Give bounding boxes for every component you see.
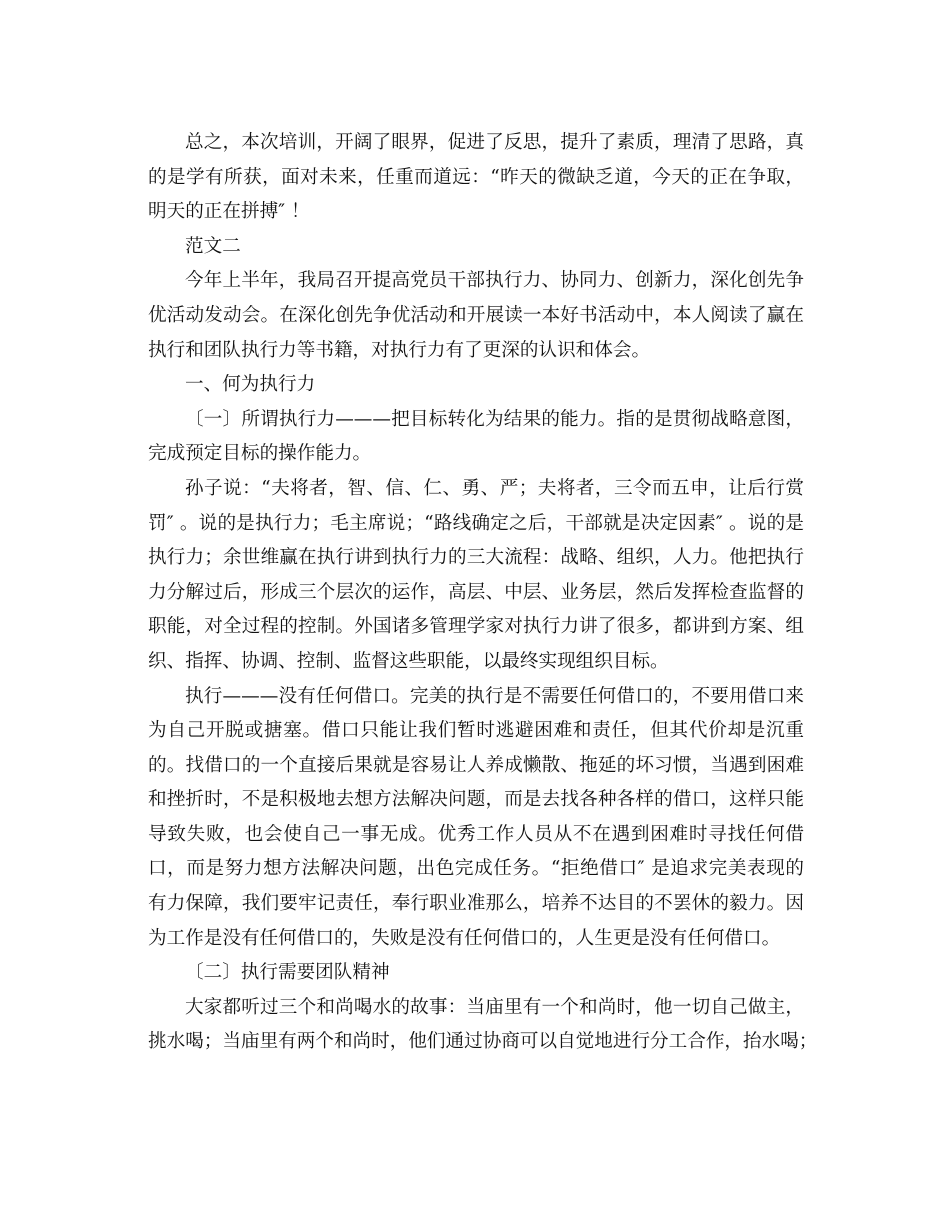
text-line: 〔一〕所谓执行力———把目标转化为结果的能力。指的是贯彻战略意图， (185, 408, 804, 430)
paragraph-definition (148, 403, 804, 472)
text-line: 完成预定目标的操作能力。 (148, 443, 372, 465)
text-line: 为自己开脱或搪塞。借口只能让我们暂时逃避困难和责任，但其代价却是沉重 (148, 720, 804, 742)
text-line: 的是学有所获，面对未来，任重而道远：“昨天的微缺乏道，今天的正在争取， (148, 166, 804, 188)
text-line: 口，而是努力想方法解决问题，出色完成任务。“拒绝借口″ 是追求完美表现的 (148, 858, 804, 880)
paragraph-sunzi (148, 472, 804, 680)
paragraph-no-excuses (148, 680, 804, 957)
text-line: 执行力；余世维赢在执行讲到执行力的三大流程：战略、组织，人力。他把执行 (148, 547, 804, 569)
text-line: 的。找借口的一个直接后果就是容易让人养成懒散、拖延的坏习惯，当遇到困难 (148, 754, 804, 776)
text-line: 罚″ 。说的是执行力；毛主席说；“路线确定之后，干部就是决定因素″ 。说的是 (148, 512, 804, 534)
text-line: 执行和团队执行力等书籍，对执行力有了更深的认识和体会。 (148, 339, 651, 361)
text-line: 明天的正在拼搏″ ！ (148, 201, 310, 223)
text-line: 职能，对全过程的控制。外国诸多管理学家对执行力讲了很多，都讲到方案、组 (148, 616, 804, 638)
paragraph-intro (148, 264, 804, 368)
text-line: 今年上半年，我局召开提高党员干部执行力、协同力、创新力，深化创先争 (185, 270, 804, 292)
text-line: 织、指挥、协调、控制、监督这些职能，以最终实现组织目标。 (148, 650, 669, 672)
paragraph-three-monks (148, 991, 818, 1060)
text-line: 和挫折时，不是积极地去想方法解决问题，而是去找各种各样的借口，这样只能 (148, 789, 804, 811)
document-body (148, 126, 818, 1060)
text-line: 挑水喝；当庙里有两个和尚时，他们通过协商可以自觉地进行分工合作，抬水喝； (148, 1031, 818, 1053)
text-line: 执行———没有任何借口。完美的执行是不需要任何借口的，不要用借口来 (185, 685, 804, 707)
text-line: 孙子说：“夫将者，智、信、仁、勇、严；夫将者，三令而五申，让后行赏 (185, 477, 804, 499)
text-line: 有力保障，我们要牢记责任，奉行职业准那么，培养不达目的不罢休的毅力。因 (148, 893, 804, 915)
section-heading-what-is-execution: 一、何为执行力 (185, 374, 316, 396)
text-line: 为工作是没有任何借口的，失败是没有任何借口的，人生更是没有任何借口。 (148, 927, 781, 949)
section-heading-team-spirit: 〔二〕执行需要团队精神 (185, 962, 390, 984)
text-line: 优活动发动会。在深化创先争优活动和开展读一本好书活动中，本人阅读了赢在 (148, 304, 804, 326)
text-line: 大家都听过三个和尚喝水的故事：当庙里有一个和尚时，他一切自己做主， (185, 996, 804, 1018)
text-line: 导致失败，也会使自己一事无成。优秀工作人员从不在遇到困难时寻找任何借 (148, 823, 804, 845)
text-line: 总之，本次培训，开阔了眼界，促进了反思，提升了素质，理清了思路，真 (185, 132, 804, 153)
text-line: 力分解过后，形成三个层次的运作，高层、中层、业务层，然后发挥检查监督的 (148, 581, 804, 603)
paragraph-summary (148, 126, 804, 230)
heading-fanwen-two: 范文二 (185, 235, 241, 257)
